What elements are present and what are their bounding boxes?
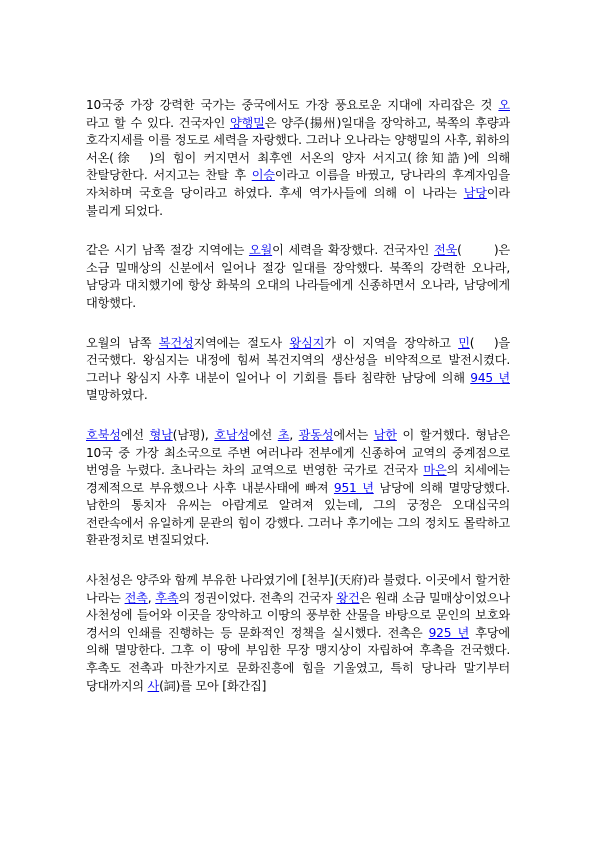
paragraph-text: 멸망하였다.: [86, 388, 148, 403]
paragraph-text: 가 이 지역을 장악하고: [324, 335, 459, 350]
paragraph-text: 이 세력을 확장했다. 건국자인: [272, 243, 434, 258]
paragraph-text: 같은 시기 남쪽 절강 지역에는: [86, 243, 249, 258]
hyperlink[interactable]: 전욱: [433, 243, 458, 258]
paragraph-text: 의 정권이었다. 전촉의 건국자: [178, 590, 337, 605]
paragraph: [86, 97, 510, 220]
paragraph-text: 이 할거했다. 형남은 10국 중 가장 최소국으로 주변 여러나라 전부에게 신종하여 교역의 중계점으로 번영을 누렸다. 초나라는 차의 교역으로 번영한 국가로 건국자: [86, 427, 511, 478]
hyperlink[interactable]: 호남성: [214, 427, 249, 442]
paragraph: [86, 335, 510, 405]
paragraph-text: 후당에 의해 멸망한다. 그후 이 땅에 부임한 무장 맹지상이 자립하여 후촉을 건국했다. 후촉도 전촉과 마찬가지로 문화진흥에 힘을 기울였고, 특히 당나라 말기부터 당대까지의: [86, 625, 510, 693]
hyperlink[interactable]: 오: [498, 98, 510, 112]
paragraph-text: 오월의 남쪽: [86, 335, 159, 350]
paragraph: [86, 427, 510, 550]
paragraph-text: 에서는: [333, 427, 374, 442]
paragraph-text: 지역에는 절도사: [193, 335, 290, 350]
hyperlink[interactable]: 마은: [423, 463, 447, 478]
paragraph-text: 이라고 이름을 바꿨고, 당나라의 후계자임을 자처하며 국호을 당이라고 하였다. 후세 역가사들에 의해 이 나라는: [86, 168, 510, 200]
hyperlink[interactable]: 후촉: [155, 590, 179, 605]
paragraph-text: ( )을 건국했다. 왕심지는 내정에 힘써 복건지역의 생산성을 비약적으로 발전시켰다. 그러나 왕심지 사후 내분이 일어나 이 기회를 틈타 침략한 남당에 의해: [86, 335, 511, 385]
paragraph-text: ,: [147, 590, 156, 605]
paragraph-text: (남평),: [172, 427, 215, 442]
paragraph-text: 라고 할 수 있다. 건국자인: [86, 115, 230, 130]
paragraph-text: 은 원래 소금 밀매상이었으나 사천성에 들어와 이곳을 장악하고 이땅의 풍부한 산물을 바탕으로 문인의 보호와 경서의 인쇄를 진행하는 등 문화적인 정책을 실시했다. 전촉은: [86, 590, 510, 640]
hyperlink[interactable]: 사: [147, 678, 160, 693]
paragraph: [86, 242, 510, 312]
document-body: [86, 97, 510, 717]
hyperlink[interactable]: 오월: [248, 243, 273, 258]
hyperlink[interactable]: 복건성: [158, 335, 194, 350]
paragraph-text: 남당에 의해 멸망당했다. 남한의 통치자 유씨는 아람계로 알려져 있는데, 그의 궁정은 오대십국의 전란속에서 유일하게 문관의 힘이 강했다. 그러나 후기에는 그의 정치도 몰락하고 환관정치로 변질되었다.: [86, 480, 510, 548]
hyperlink[interactable]: 전촉: [124, 590, 148, 605]
hyperlink[interactable]: 남한: [373, 427, 397, 442]
paragraph-text: 에선: [120, 427, 150, 442]
hyperlink[interactable]: 왕건: [336, 590, 360, 605]
hyperlink[interactable]: 형남: [149, 427, 173, 442]
hyperlink[interactable]: 민: [458, 335, 470, 350]
hyperlink[interactable]: 왕심지: [289, 335, 325, 350]
paragraph-text: 은 양주(揚州)일대을 장악하고, 북쪽의 후량과 호각지세를 이를 정도로 세력을 자랑했다. 그러나 오나라는 양행밀의 사후, 휘하의 서온(徐 )의 힘이 커지면서 최후엔 서온의 양자 서지고(徐知誥)에 의해 찬탈당한다. 서지고는 찬탈 후: [86, 115, 510, 183]
hyperlink[interactable]: 945 년: [470, 370, 510, 385]
hyperlink[interactable]: 951 년: [333, 480, 374, 495]
paragraph-text: 에선: [248, 427, 278, 442]
hyperlink[interactable]: 초: [277, 427, 290, 442]
paragraph-text: 사천성은 양주와 함께 부유한 나라였기에 [천부](天府)라 불렸다. 이곳에서 할거한 나라는: [86, 573, 510, 605]
hyperlink[interactable]: 이승: [251, 168, 275, 183]
hyperlink[interactable]: 925 년: [428, 625, 470, 640]
paragraph-text: ,: [289, 427, 299, 442]
paragraph-text: 10국중 가장 강력한 국가는 중국에서도 가장 풍요로운 지대에 자리잡은 것: [86, 98, 499, 112]
paragraph-text: (詞)를 모아 [화간집]: [159, 678, 267, 693]
hyperlink[interactable]: 호북성: [86, 427, 121, 442]
hyperlink[interactable]: 양행밀: [229, 115, 265, 130]
paragraph-text: 이라 불리게 되었다.: [86, 185, 510, 218]
paragraph-text: ( )은 소금 밀매상의 신분에서 일어나 절강 일대를 장악했다. 북쪽의 강력한 오나라, 남당과 대치했기에 항상 화북의 오대의 나라들에게 신종하면서 오나라, 남당에게 대항했다.: [86, 243, 511, 310]
paragraph: [86, 572, 510, 695]
paragraph-text: 의 치세에는 경제적으로 부유했으나 사후 내분사태에 빠져: [86, 463, 510, 495]
hyperlink[interactable]: 남당: [463, 185, 487, 200]
hyperlink[interactable]: 광동성: [298, 427, 334, 442]
